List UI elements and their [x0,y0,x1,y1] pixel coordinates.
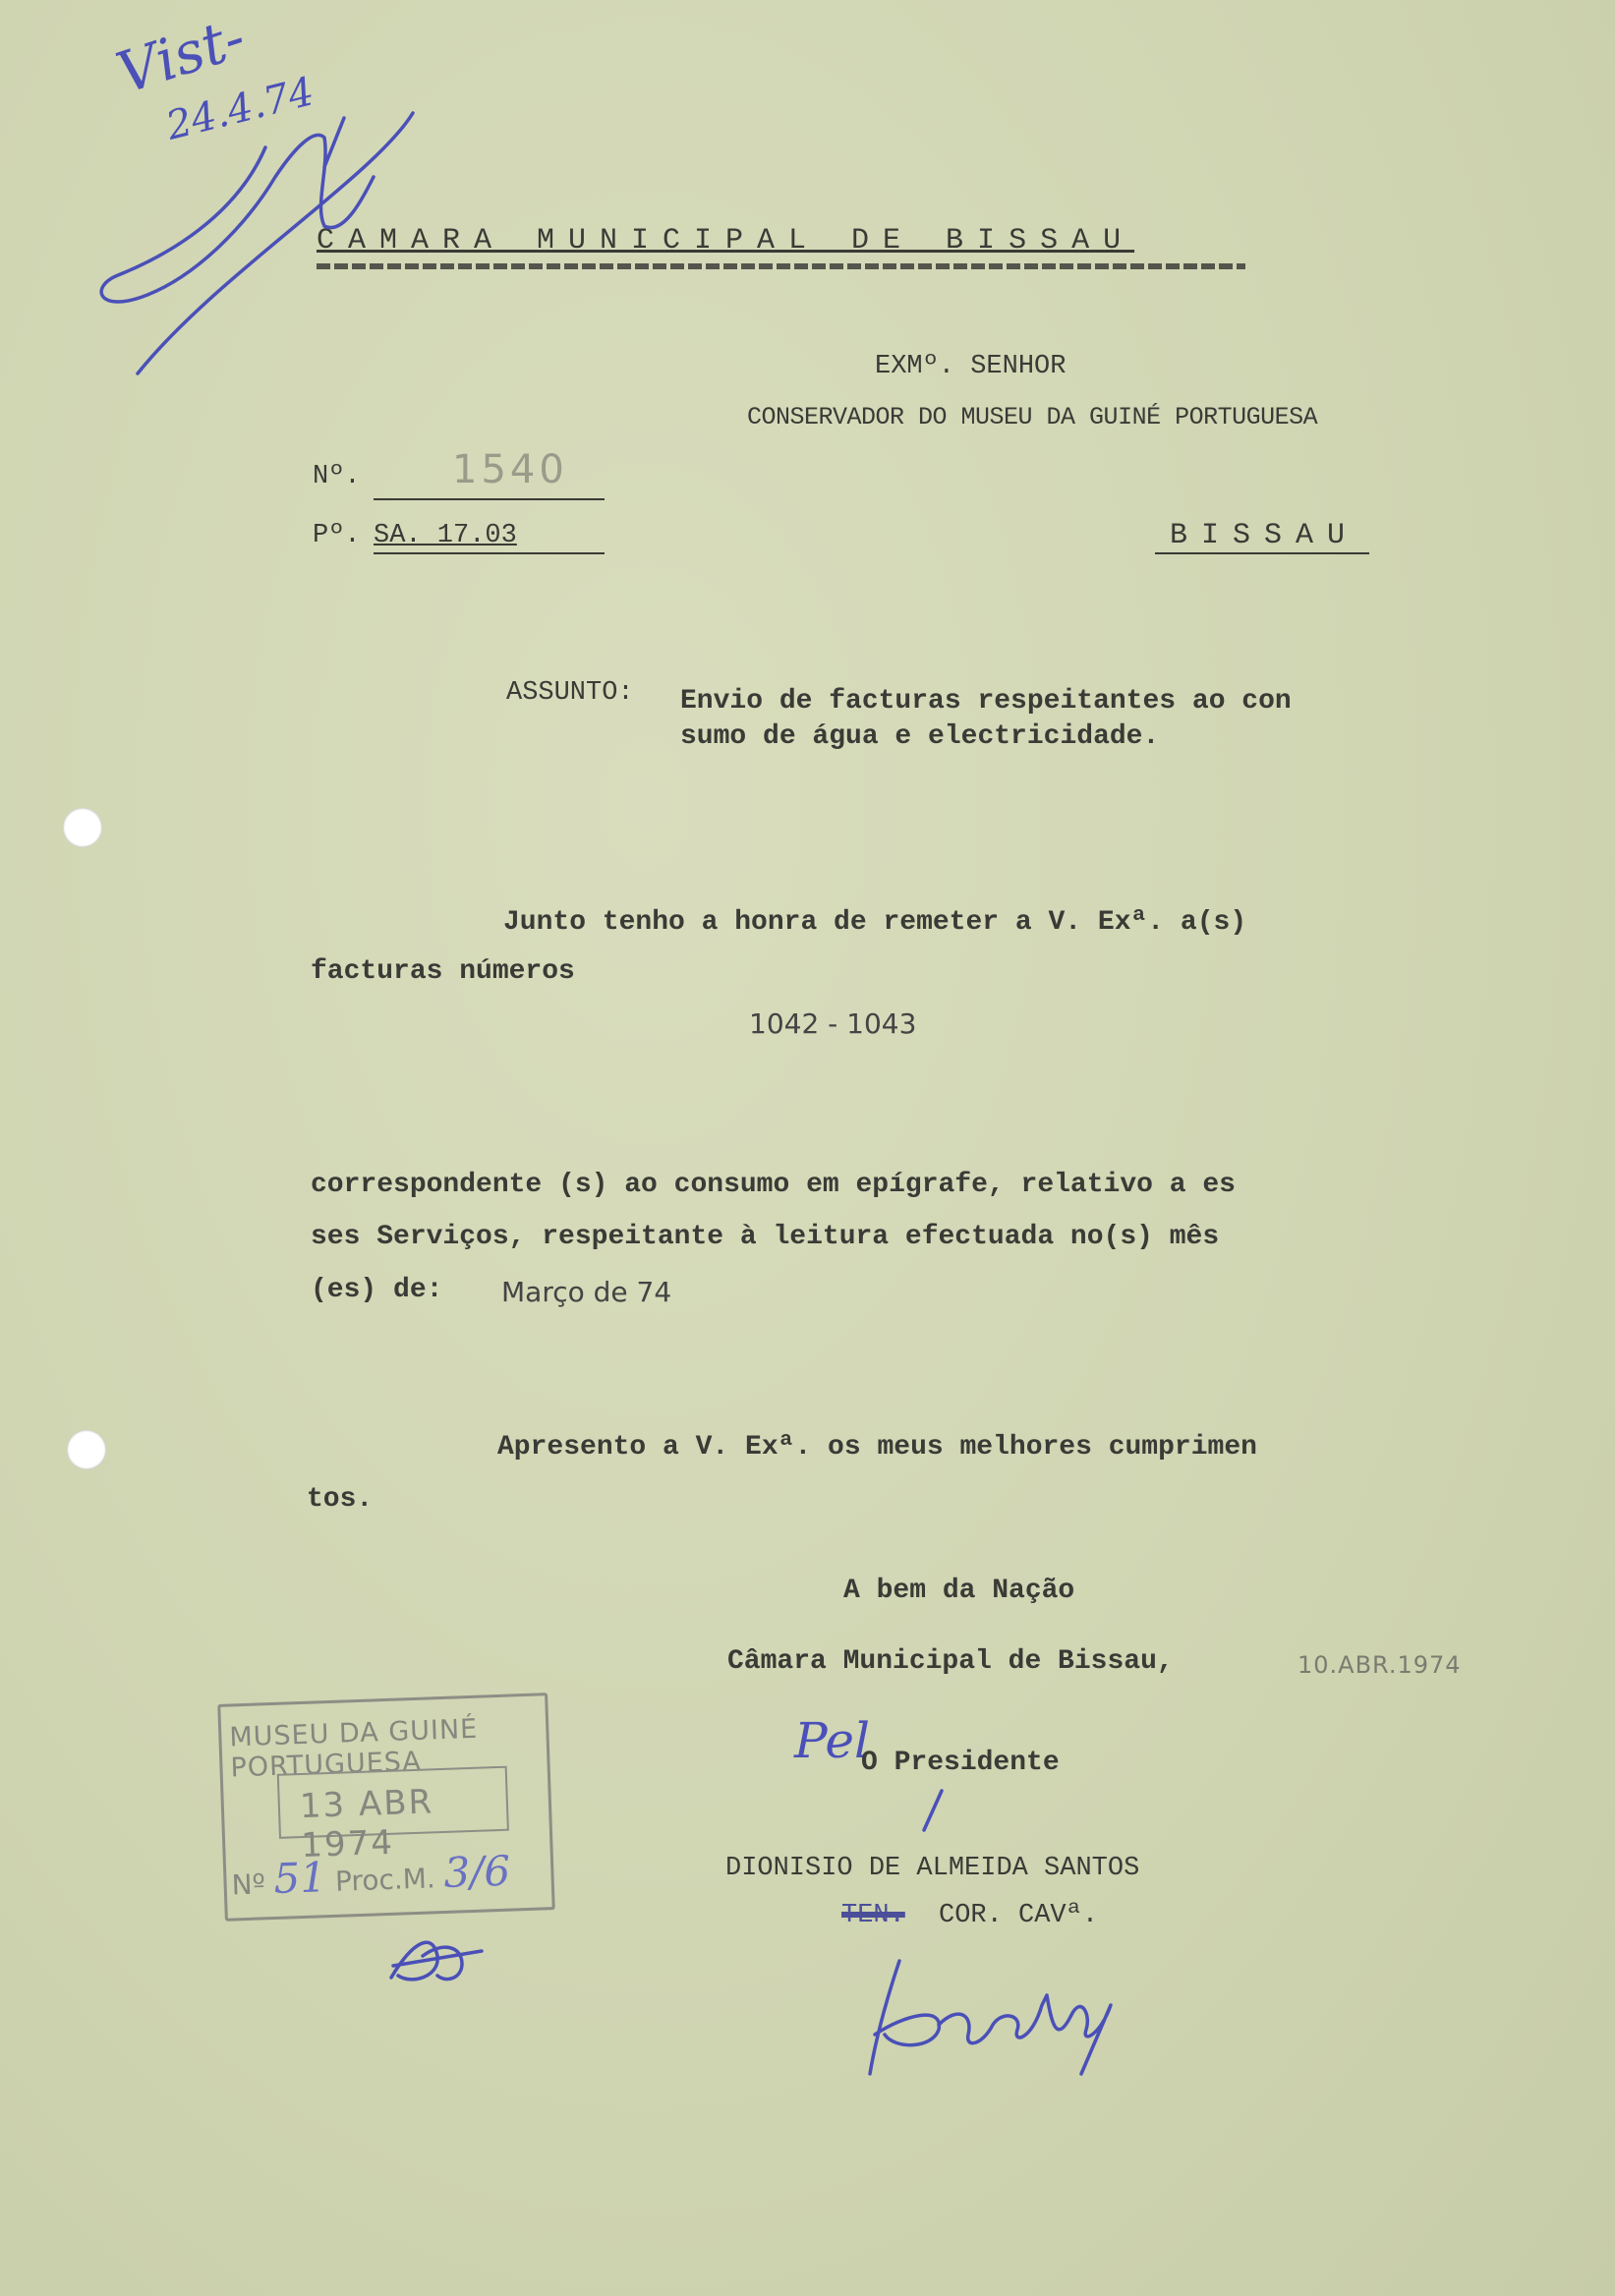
stamp-initials-icon [391,1942,482,1980]
process-underline [374,552,605,554]
number-underline [374,498,605,500]
stamp-proc-row [231,1847,511,1905]
process-label: Pº. [313,521,361,550]
stamp-no-label: Nº [231,1867,266,1902]
process-value: SA. 17.03 [374,521,517,550]
punch-hole-bottom [67,1430,106,1469]
invoice-numbers: 1042 - 1043 [749,1007,917,1040]
body-p2-line2: ses Serviços, respeitante à leitura efectuada no(s) mês [311,1222,1220,1252]
subject-line2: sumo de água e electricidade. [680,721,1160,752]
body-p1-line2: facturas números [311,956,575,987]
org-header: CAMARA MUNICIPAL DE BISSAU [317,224,1135,258]
pel-handwritten: Pel [794,1712,870,1769]
body-p2-month: Março de 74 [501,1276,672,1308]
body-p2-line3-label: (es) de: [311,1275,443,1305]
addressee-line2: CONSERVADOR DO MUSEU DA GUINÉ PORTUGUESA [747,403,1318,431]
closing-date-stamp: 10.ABR.1974 [1298,1651,1462,1679]
stamp-proc-value: 3/6 [442,1846,511,1897]
museum-receipt-stamp [217,1693,555,1922]
addressee-line1: EXMº. SENHOR [875,352,1067,381]
body-p3-line1: Apresento a V. Exª. os meus melhores cumprimen [497,1432,1257,1463]
subject-label: ASSUNTO: [506,678,634,708]
city-label: BISSAU [1170,519,1359,552]
visto-annotation: Vist- [108,3,254,107]
signature-icon [870,1961,1111,2074]
stamp-title: MUSEU DA GUINÉ PORTUGUESA [228,1713,479,1784]
closing-salutation: A bem da Nação [843,1576,1075,1606]
signatory-rank-struck: TEN. [841,1901,905,1930]
city-underline [1155,552,1369,554]
number-value: 1540 [452,447,568,492]
number-label: Nº. [313,462,361,491]
punch-hole-top [63,808,102,847]
subject-line1: Envio de facturas respeitantes ao con [680,686,1292,717]
header-double-rule [317,263,1245,269]
visto-date-annotation: 24.4.74 [161,69,318,149]
slash-mark-icon [924,1791,942,1830]
stamp-date: 13 ABR 1974 [299,1782,434,1866]
closing-place: Câmara Municipal de Bissau, [727,1646,1174,1677]
body-p3-line2: tos. [307,1484,374,1515]
signatory-name: DIONISIO DE ALMEIDA SANTOS [725,1854,1140,1883]
signatory-rank: COR. CAVª. [939,1901,1099,1930]
closing-role: O Presidente [861,1748,1060,1778]
body-p2-line1: correspondente (s) ao consumo em epígrafe, relativo a es [311,1170,1236,1200]
body-p1-line1: Junto tenho a honra de remeter a V. Exª. a(s) [503,907,1247,938]
stamp-no-value: 51 [272,1853,327,1904]
stamp-proc-label: Proc.M. [334,1862,436,1898]
stamp-date-box [277,1766,509,1866]
